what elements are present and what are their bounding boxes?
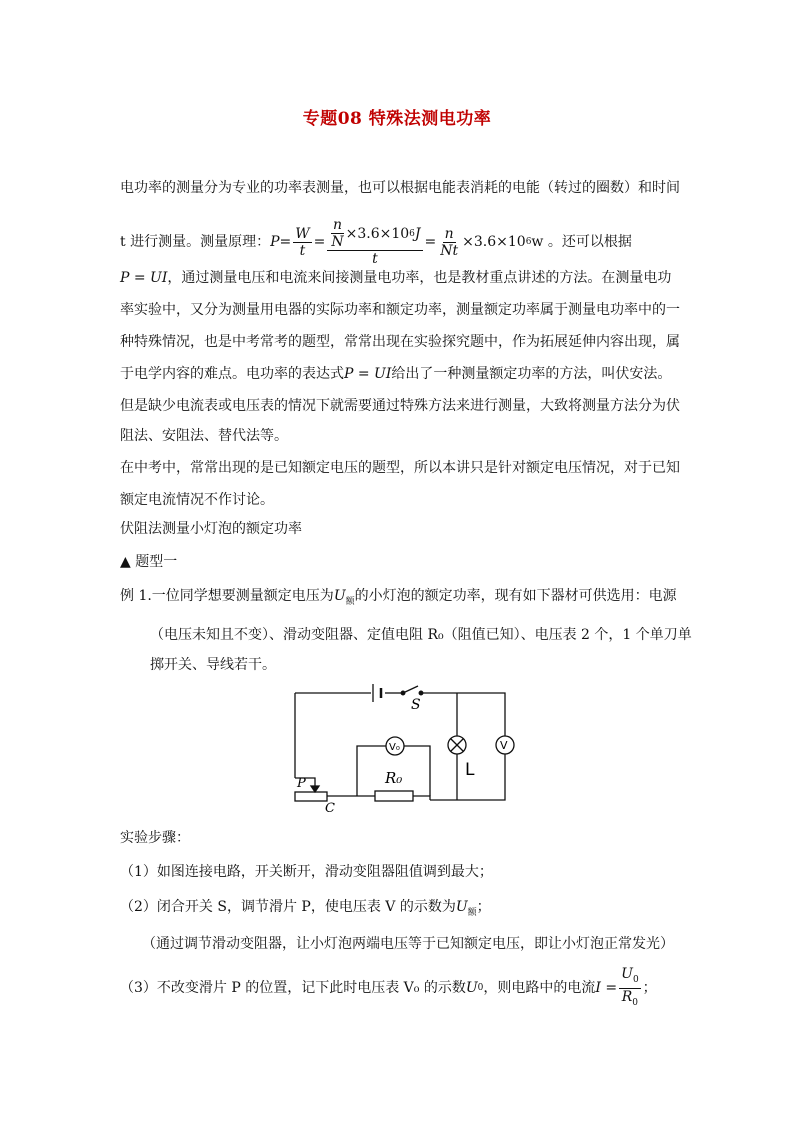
step-3-mid: ，则电路中的电流: [483, 980, 596, 996]
symbol-U-rated-sub: 额: [345, 596, 355, 607]
formula-exp1: 6: [409, 228, 415, 239]
step-2-U: U: [455, 899, 468, 915]
example-line3: 掷开关、导线若干。: [150, 657, 276, 673]
example-line2: （电压未知且不变）、滑动变阻器、定值电阻 R₀（阻值已知）、电压表 2 个，1 个单刀单: [150, 627, 692, 643]
para1-line8: 阻法、安阻法、替代法等。: [120, 428, 288, 444]
step-2-note: （通过调节滑动变阻器，让小灯泡两端电压等于已知额定电压，即让小灯泡正常发光）: [142, 936, 674, 952]
para1-line2-tail: w 。还可以根据: [531, 234, 632, 250]
step-1: （1）如图连接电路，开关断开，滑动变阻器阻值调到最大；: [120, 864, 493, 880]
step-3-den-sub: 0: [632, 997, 639, 1008]
formula-n-over-N: [329, 217, 345, 250]
step-2-U-sub: 额: [467, 907, 477, 918]
formula-P: P: [270, 234, 280, 250]
formula-W: W: [295, 225, 310, 242]
resistor-r0-body: [375, 791, 413, 801]
para2-line2: 额定电流情况不作讨论。: [120, 492, 274, 508]
label-R0: R₀: [385, 769, 403, 787]
step-3-num-sub: 0: [632, 974, 639, 985]
para1-line1: 电功率的测量分为专业的功率表测量，也可以根据电能表消耗的电能（转过的圈数）和时间: [120, 180, 680, 196]
step-3-fraction: [619, 966, 641, 1011]
para1-line3: [120, 268, 680, 288]
para2-line1: 在中考中，常常出现的是已知额定电压的题型，所以本讲只是针对额定电压情况，对于已知: [120, 460, 680, 476]
formula-n: n: [332, 217, 342, 233]
switch-blade: [403, 686, 418, 693]
example-line1: [120, 586, 680, 612]
formula-Nt: Nt: [440, 242, 459, 259]
step-3-U0: U: [465, 980, 478, 996]
para1-line5: 种特殊情况，也是中考常考的题型，常常出现在实验探究题中，作为拓展延伸内容出现，属: [120, 334, 680, 350]
para1-line6: [120, 364, 680, 384]
step-3-post: ；: [642, 980, 657, 996]
formula-n2: n: [444, 225, 454, 242]
formula-exp2: 6: [525, 237, 532, 247]
para1-line6-post: 给出了一种测量额定功率的方法，叫伏安法。: [391, 366, 672, 382]
formula-N: N: [331, 234, 344, 250]
label-V0: V₀: [389, 742, 400, 753]
label-S: S: [411, 697, 421, 713]
step-2-post: ；: [476, 899, 491, 915]
wire-resistor-right: [413, 796, 430, 800]
formula-eq3: =: [424, 234, 437, 250]
label-V: V: [500, 739, 508, 752]
example-line1-post: 的小灯泡的额定功率，现有如下器材可供选用：电源: [354, 588, 677, 604]
type-label: ▲ 题型一: [120, 554, 178, 570]
step-3: [120, 965, 680, 1008]
step-3-den-R: R: [621, 988, 633, 1005]
formula-eq2: =: [313, 234, 326, 250]
step-2: [120, 897, 680, 923]
para1-line2-text: t 进行测量。测量原理：: [120, 234, 271, 250]
page-title: 专题08 特殊法测电功率: [302, 109, 492, 129]
formula-PUI: P = UI: [120, 270, 168, 286]
steps-heading: 实验步骤：: [120, 830, 190, 846]
formula-eq1: =: [279, 234, 292, 250]
formula-W-over-t: [293, 226, 311, 259]
circuit-diagram: [285, 683, 525, 818]
formula-mult1: ×3.6×10: [345, 225, 410, 242]
para1-line7: 但是缺少电流表或电压表的情况下就需要通过特殊方法来进行测量，大致将测量方法分为伏: [120, 398, 680, 414]
label-C: C: [325, 801, 335, 816]
formula-t2: t: [372, 251, 378, 267]
para1-line6-pre: 于电学内容的难点。电功率的表达式: [120, 366, 344, 382]
step-3-I: I =: [595, 980, 618, 996]
formula-big-fraction: [327, 217, 422, 267]
step-3-fraction-num: [619, 966, 641, 989]
example-line1-pre: 例 1.一位同学想要测量额定电压为: [120, 588, 334, 604]
formula-n-over-Nt: [438, 226, 460, 259]
para1-line3-text: ，通过测量电压和电流来间接测量电功率，也是教材重点讲述的方法。在测量电功: [167, 270, 672, 286]
section-title: 伏阻法测量小灯泡的额定功率: [120, 521, 302, 537]
label-P: P: [297, 776, 306, 791]
step-3-pre: （3）不改变滑片 P 的位置，记下此时电压表 V₀ 的示数: [120, 980, 466, 996]
label-L: L: [465, 760, 475, 780]
step-3-fraction-den: [620, 989, 640, 1011]
formula-big-numerator: [327, 217, 422, 251]
step-3-U0-sub: 0: [477, 983, 484, 993]
symbol-U-rated: U: [333, 588, 346, 604]
step-2-pre: （2）闭合开关 S，调节滑片 P，使电压表 V 的示数为: [120, 899, 456, 915]
rheostat-slider-arrow: [311, 786, 319, 792]
formula-J: J: [414, 225, 421, 242]
para1-line4: 率实验中，又分为测量用电器的实际功率和额定功率，测量额定功率属于测量电功率中的一: [120, 302, 680, 318]
rheostat-body: [295, 792, 327, 801]
switch-contact: [419, 691, 423, 695]
step-3-num-U: U: [621, 965, 633, 982]
para1-line2: [120, 217, 680, 267]
formula-PUI-2: P = UI: [344, 366, 392, 382]
formula-mult2: ×3.6×10: [462, 234, 526, 250]
formula-t: t: [299, 242, 306, 259]
